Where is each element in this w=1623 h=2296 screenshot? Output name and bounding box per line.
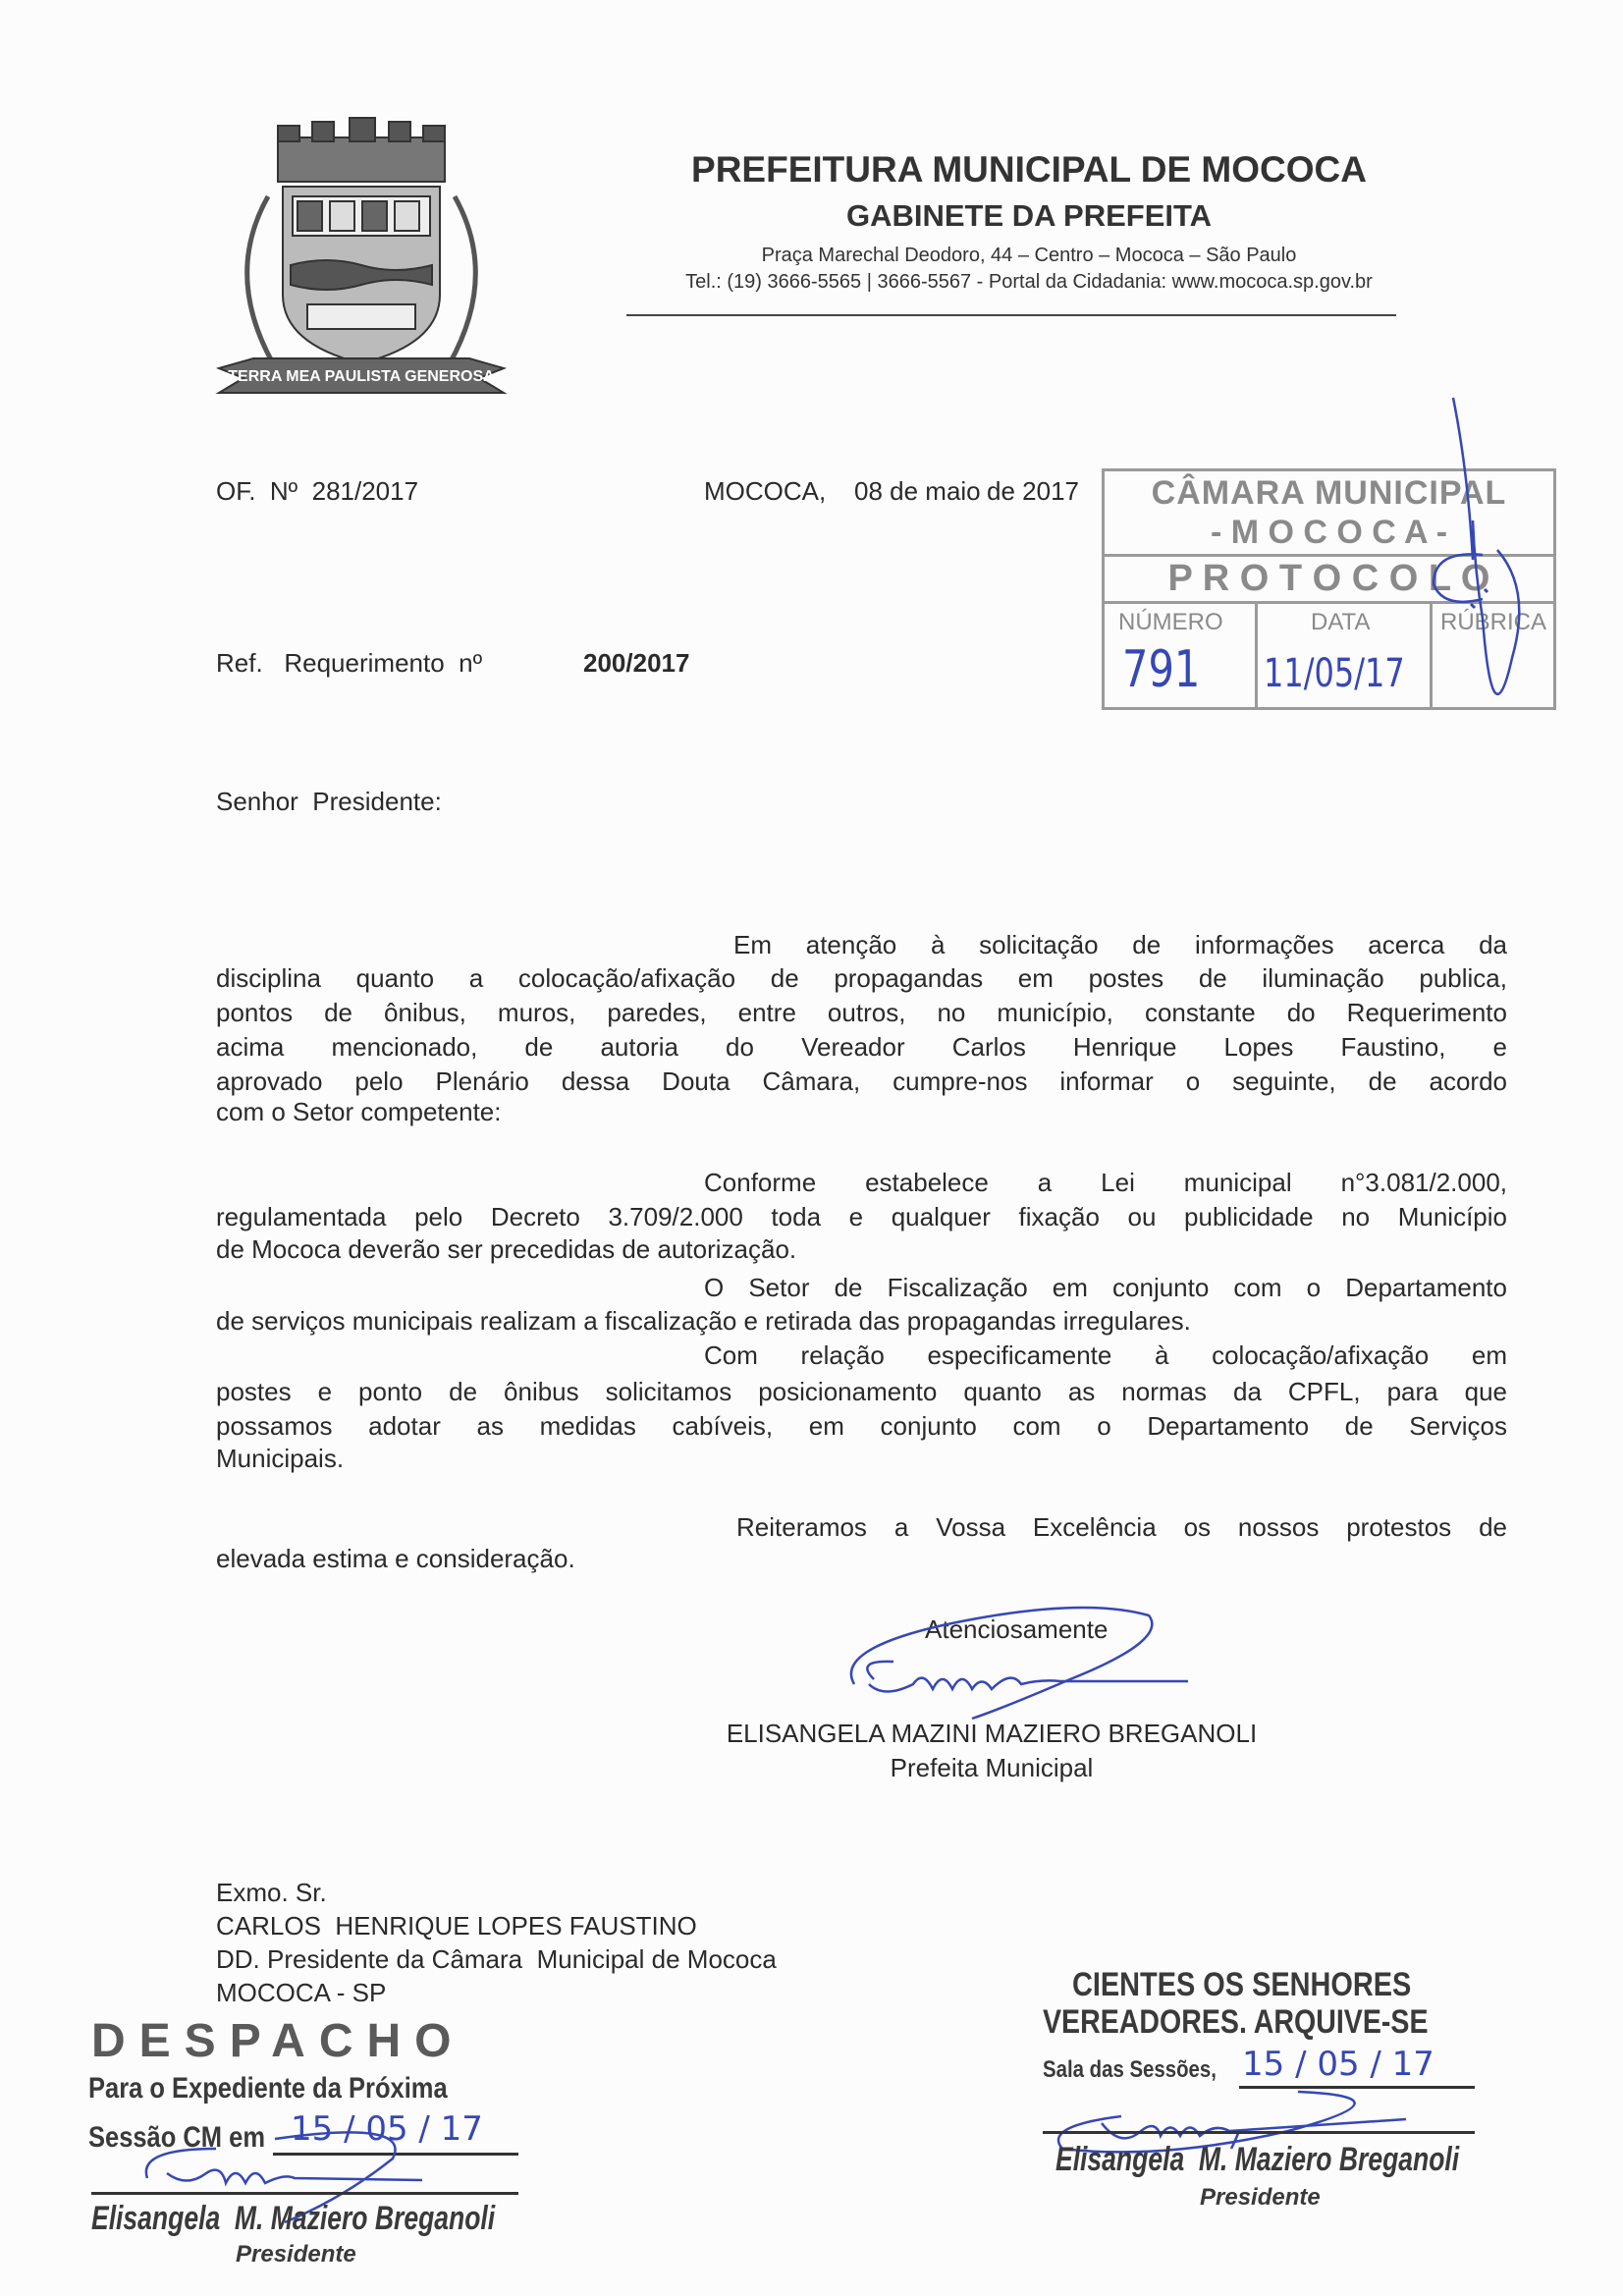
stamp-date-label: DATA <box>1311 609 1371 635</box>
despacho-signature-rule <box>91 2192 518 2195</box>
body-line: Municipais. <box>216 1444 345 1473</box>
archive-line-1: CIENTES OS SENHORES <box>1072 1966 1412 2003</box>
body-line: O Setor de Fiscalização em conjunto com o Departamento <box>704 1273 1507 1302</box>
signer-title: Prefeita Municipal <box>890 1753 1094 1782</box>
archive-date: 15 / 05 / 17 <box>1242 2045 1434 2084</box>
archive-name: Elisangela M. Maziero Breganoli <box>1055 2141 1460 2178</box>
body-line: elevada estima e consideração. <box>216 1544 575 1573</box>
municipal-crest-logo <box>214 118 509 422</box>
header-title: PREFEITURA MUNICIPAL DE MOCOCA <box>691 149 1367 190</box>
body-line: disciplina quanto a colocação/afixação de propagandas em postes de iluminação publica, <box>216 963 1507 993</box>
office-number: OF. Nº 281/2017 <box>216 476 419 506</box>
body-line: possamos adotar as medidas cabíveis, em conjunto com o Departamento de Serviços <box>216 1411 1507 1441</box>
recipient-line: Exmo. Sr. <box>216 1878 327 1907</box>
body-line: pontos de ônibus, muros, paredes, entre outros, no município, constante do Requerimento <box>216 998 1507 1027</box>
header-address: Praça Marechal Deodoro, 44 – Centro – Mococa – São Paulo <box>761 245 1297 266</box>
reference-number: 200/2017 <box>583 648 690 678</box>
signer-name: ELISANGELA MAZINI MAZIERO BREGANOLI <box>726 1719 1258 1748</box>
body-line: acima mencionado, de autoria do Vereador Carlos Henrique Lopes Faustino, e <box>216 1032 1507 1062</box>
reference-label: Ref. Requerimento nº <box>216 648 483 678</box>
body-line: Com relação especificamente à colocação/afixação em <box>704 1340 1507 1370</box>
body-line: de Mococa deverão ser precedidas de autorização. <box>216 1234 797 1264</box>
despacho-title: DESPACHO <box>91 2015 465 2067</box>
body-line: Reiteramos a Vossa Excelência os nossos protestos de <box>736 1512 1507 1542</box>
closing-farewell: Atenciosamente <box>925 1614 1109 1644</box>
letter-year: de 2017 <box>987 476 1079 506</box>
body-line: Em atenção à solicitação de informações acerca da <box>733 930 1507 959</box>
archive-role: Presidente <box>1200 2184 1321 2211</box>
body-line: aprovado pelo Plenário dessa Douta Câmara, cumpre-nos informar o seguinte, de acordo <box>216 1066 1507 1096</box>
despacho-line-1: Para o Expediente da Próxima <box>88 2072 448 2105</box>
stamp-line-2: - M O C O C A - <box>1210 514 1448 551</box>
archive-line-2: VEREADORES. ARQUIVE-SE <box>1043 2003 1429 2041</box>
header-subtitle: GABINETE DA PREFEITA <box>845 198 1212 233</box>
body-line: Conforme estabelece a Lei municipal n°3.081/2.000, <box>704 1168 1507 1197</box>
recipient-line: DD. Presidente da Câmara Municipal de Mococa <box>216 1944 777 1974</box>
body-line: de serviços municipais realizam a fiscalização e retirada das propagandas irregulares. <box>216 1306 1191 1336</box>
body-line: regulamentada pelo Decreto 3.709/2.000 toda e qualquer fixação ou publicidade no Município <box>216 1202 1507 1231</box>
letter-date: 08 de maio <box>854 476 981 506</box>
despacho-role: Presidente <box>236 2241 356 2268</box>
letter-city: MOCOCA, <box>704 476 827 506</box>
despacho-name: Elisangela M. Maziero Breganoli <box>91 2200 496 2237</box>
archive-signature-rule <box>1043 2131 1475 2134</box>
body-line: postes e ponto de ônibus solicitamos posicionamento quanto as normas da CPFL, para que <box>216 1377 1507 1406</box>
salutation: Senhor Presidente: <box>216 787 442 816</box>
stamp-date-value: 11/05/17 <box>1264 651 1405 696</box>
recipient-line: MOCOCA - SP <box>216 1978 387 2007</box>
stamp-signature-label: RÚBRICA <box>1440 609 1547 635</box>
stamp-number-value: 791 <box>1122 640 1201 699</box>
body-line: com o Setor competente: <box>216 1097 502 1126</box>
stamp-number-label: NÚMERO <box>1118 609 1223 635</box>
archive-line-3: Sala das Sessões, <box>1043 2056 1217 2083</box>
despacho-date: 15 / 05 / 17 <box>291 2109 483 2149</box>
despacho-line-2: Sessão CM em <box>88 2121 266 2154</box>
recipient-line: CARLOS HENRIQUE LOPES FAUSTINO <box>216 1911 697 1941</box>
header-contact: Tel.: (19) 3666-5565 | 3666-5567 - Portal da Cidadania: www.mococa.sp.gov.br <box>685 271 1373 293</box>
stamp-line-3: P R O T O C O L O <box>1167 558 1490 599</box>
header-divider <box>626 314 1396 316</box>
mayor-signature-icon <box>825 1591 1198 1728</box>
crest-motto: TERRA MEA PAULISTA GENEROSA <box>228 368 495 385</box>
stamp-line-1: CÂMARA MUNICIPAL <box>1151 474 1507 512</box>
rubrica-signature-icon <box>1414 393 1551 737</box>
